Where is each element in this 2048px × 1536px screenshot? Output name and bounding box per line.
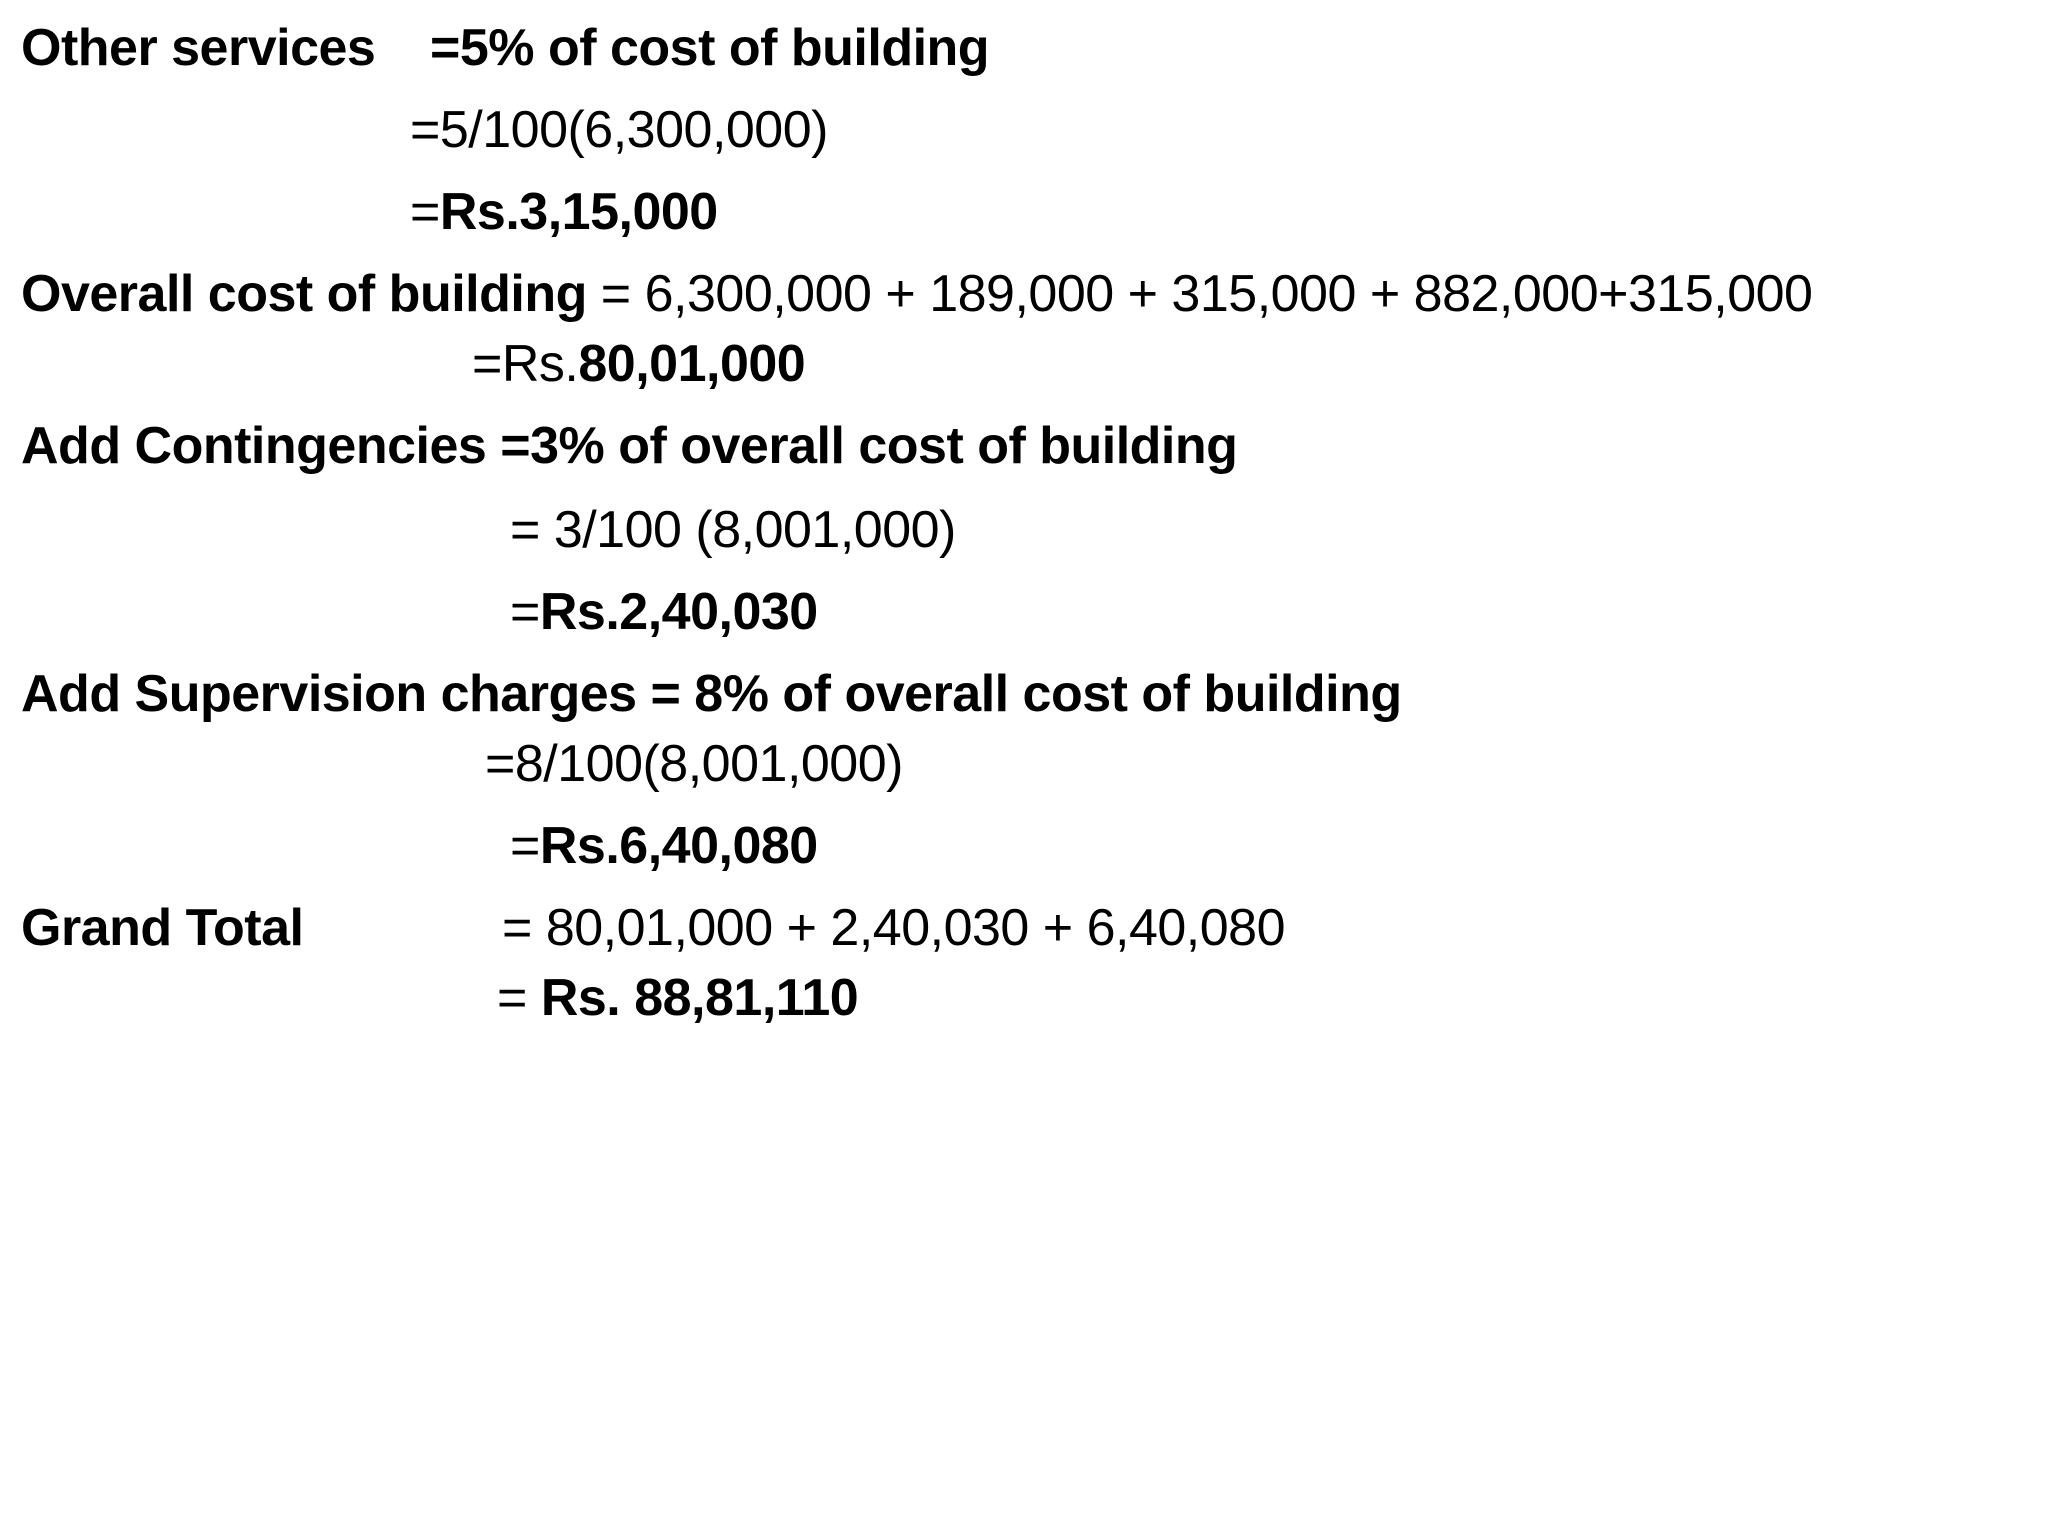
contingencies-result: Rs.2,40,030 — [539, 583, 818, 641]
other-services-definition: =5% of cost of building — [430, 19, 990, 77]
equals-sign: = — [410, 183, 440, 241]
grand-total-result: Rs. 88,81,110 — [540, 969, 859, 1027]
contingencies-definition: Add Contingencies =3% of overall cost of building — [21, 417, 1238, 475]
equals-sign: = — [510, 583, 540, 641]
overall-cost-calculation: = 6,300,000 + 189,000 + 315,000 + 882,000+315,000 — [586, 265, 1813, 323]
contingencies-calculation: = 3/100 (8,001,000) — [510, 501, 956, 559]
supervision-calculation: =8/100(8,001,000) — [485, 735, 903, 793]
other-services-result-line — [410, 183, 718, 241]
overall-cost-result-prefix: =Rs. — [472, 335, 579, 393]
overall-cost-line — [21, 265, 1813, 323]
other-services-result: Rs.3,15,000 — [439, 183, 718, 241]
equals-sign: = — [497, 969, 541, 1027]
grand-total-result-line — [497, 969, 859, 1027]
supervision-result-line — [510, 817, 818, 875]
equals-sign: = — [510, 817, 540, 875]
overall-cost-result-line — [472, 335, 806, 393]
contingencies-result-line — [510, 583, 818, 641]
grand-total-calculation: = 80,01,000 + 2,40,030 + 6,40,080 — [502, 899, 1285, 957]
supervision-definition: Add Supervision charges = 8% of overall cost of building — [21, 665, 1402, 723]
supervision-result: Rs.6,40,080 — [539, 817, 818, 875]
other-services-calculation: =5/100(6,300,000) — [410, 101, 828, 159]
overall-cost-label: Overall cost of building — [21, 265, 587, 323]
grand-total-label: Grand Total — [21, 899, 304, 957]
overall-cost-result: 80,01,000 — [578, 335, 806, 393]
other-services-label: Other services — [21, 19, 376, 77]
